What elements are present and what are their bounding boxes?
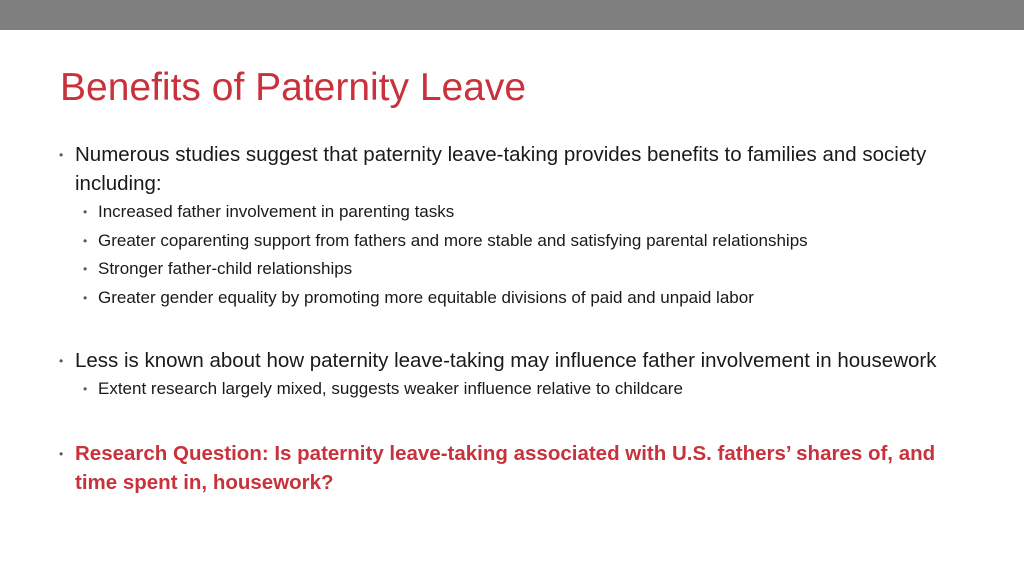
sub-bullet-point	[58, 198, 978, 227]
bullet-icon: •	[83, 233, 88, 248]
bullet-point	[58, 140, 978, 198]
bullet-icon: •	[83, 290, 88, 305]
spacer	[58, 312, 978, 346]
sub-bullet-point	[58, 284, 978, 313]
bullet-icon: •	[83, 205, 88, 219]
sub-bullet-text: Increased father involvement in parenting tasks	[98, 202, 455, 221]
spacer	[58, 404, 978, 439]
bullet-point	[58, 346, 978, 375]
sub-bullet-text: Extent research largely mixed, suggests weaker influence relative to childcare	[98, 379, 683, 398]
sub-bullet-text: Stronger father-child relationships	[98, 259, 353, 278]
bullet-icon: •	[59, 446, 64, 461]
research-question-text: Research Question: Is paternity leave-taking associated with U.S. fathers’ shares of, and time spent in, housework?	[75, 441, 936, 494]
bullet-icon: •	[59, 148, 64, 162]
bullet-icon: •	[59, 354, 64, 368]
sub-bullet-text: Greater gender equality by promoting more equitable divisions of paid and unpaid labor	[98, 287, 754, 307]
research-question-point	[58, 439, 978, 497]
top-bar	[0, 0, 1024, 30]
sub-bullet-point	[58, 227, 978, 256]
sub-bullet-text: Greater coparenting support from fathers and more stable and satisfying parental relationships	[98, 230, 808, 250]
bullet-icon: •	[83, 262, 88, 276]
bullet-icon: •	[83, 382, 88, 396]
sub-bullet-point	[58, 375, 978, 404]
slide-title: Benefits of Paternity Leave	[60, 66, 527, 109]
slide-body	[58, 140, 978, 497]
sub-bullet-point	[58, 255, 978, 284]
bullet-text: Numerous studies suggest that paternity leave-taking provides benefits to families and society including:	[75, 143, 927, 195]
bullet-text: Less is known about how paternity leave-taking may influence father involvement in housework	[75, 349, 937, 372]
